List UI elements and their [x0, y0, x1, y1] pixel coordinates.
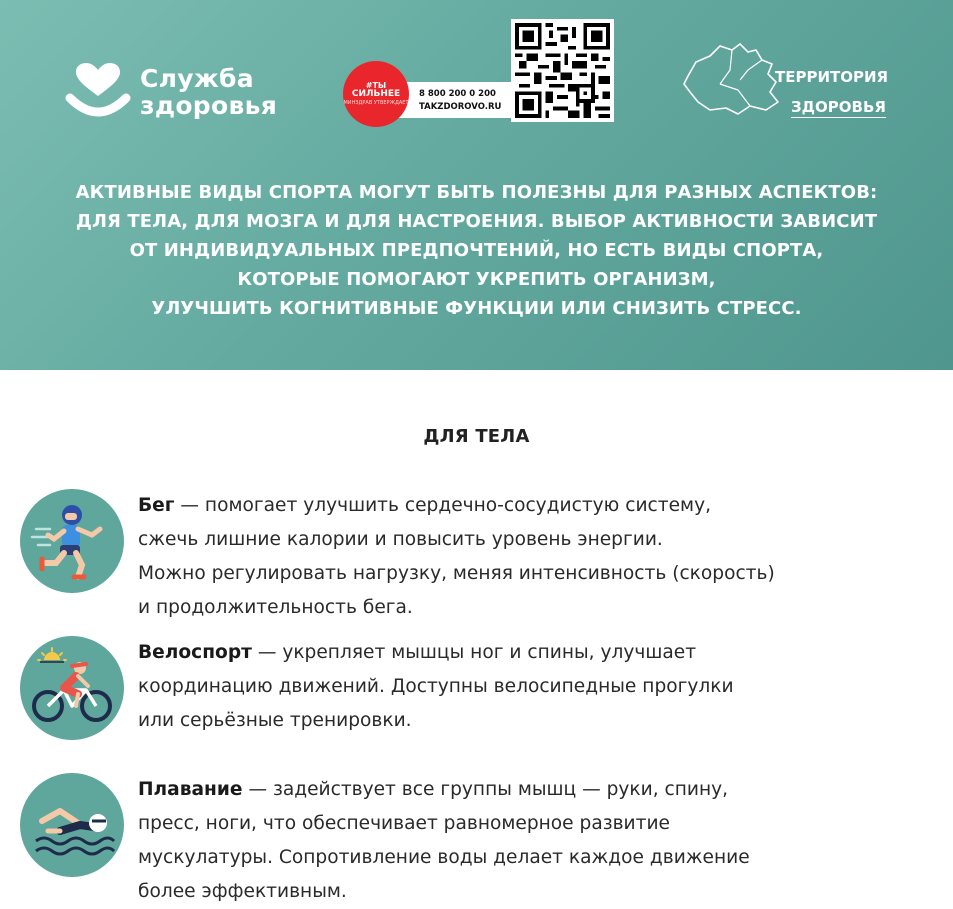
description-line [138, 773, 750, 807]
running-description [138, 489, 775, 625]
qr-code-icon [515, 23, 610, 118]
description-text: — укрепляет мышцы ног и спины, улучшает [251, 642, 697, 663]
swimming-icon-circle [20, 773, 124, 877]
promo-phone: 8 800 200 0 200 [419, 89, 496, 99]
description-line: более эффективным. [138, 881, 347, 902]
promo-block [343, 58, 517, 128]
swimmer-icon [20, 773, 124, 877]
promo-badge [343, 61, 409, 127]
territoriya-zdorovya-logo [680, 40, 890, 130]
header-banner [0, 0, 953, 370]
intro-line: УЛУЧШИТЬ КОГНИТИВНЫЕ ФУНКЦИИ ИЛИ СНИЗИТЬ СТРЕСС. [151, 298, 802, 319]
intro-line: ОТ ИНДИВИДУАЛЬНЫХ ПРЕДПОЧТЕНИЙ, НО ЕСТЬ ВИДЫ СПОРТА, [129, 240, 824, 261]
badge-line-1: #ТЫ [365, 80, 387, 90]
promo-site: TAKZDOROVO.RU [419, 102, 502, 112]
cycling-icon-circle [20, 636, 124, 740]
description-line: и продолжительность бега. [138, 597, 413, 618]
cycling-description [138, 636, 734, 738]
sport-title: Велоспорт [138, 642, 252, 663]
description-line: сжечь лишние калории и повысить уровень энергии. [138, 529, 663, 550]
logo-line-1: Служба [140, 64, 254, 93]
intro-text [20, 178, 933, 323]
description-line: или серьёзные тренировки. [138, 710, 412, 731]
sluzhba-zdorovya-logo [66, 60, 277, 124]
description-text: — помогает улучшить сердечно-сосудистую систему, [174, 495, 711, 516]
description-line: Можно регулировать нагрузку, меняя интенсивность (скорость) [138, 563, 775, 584]
badge-line-2: СИЛЬНЕЕ [351, 88, 401, 99]
heart-smile-icon [66, 60, 130, 124]
sport-title: Бег [138, 495, 175, 516]
logo-line-2: здоровья [140, 91, 278, 120]
running-icon-circle [20, 489, 124, 593]
territory-line-2: ЗДОРОВЬЯ [791, 98, 886, 116]
description-line: координацию движений. Доступны велосипедные прогулки [138, 676, 734, 697]
sport-title: Плавание [138, 779, 243, 800]
swimming-description [138, 773, 750, 909]
description-line [138, 636, 734, 670]
territory-line-1: ТЕРРИТОРИЯ [775, 68, 889, 86]
intro-line: АКТИВНЫЕ ВИДЫ СПОРТА МОГУТ БЫТЬ ПОЛЕЗНЫ ДЛЯ РАЗНЫХ АСПЕКТОВ: [75, 182, 878, 203]
intro-line: КОТОРЫЕ ПОМОГАЮТ УКРЕПИТЬ ОРГАНИЗМ, [237, 269, 716, 290]
description-line: мускулатуры. Сопротивление воды делает каждое движение [138, 847, 750, 868]
runner-icon [20, 489, 124, 593]
cyclist-icon [20, 636, 124, 740]
badge-line-3: МИНЗДРАВ УТВЕРЖДАЕТ [343, 99, 409, 106]
intro-line: ДЛЯ ТЕЛА, ДЛЯ МОЗГА И ДЛЯ НАСТРОЕНИЯ. ВЫБОР АКТИВНОСТИ ЗАВИСИТ [75, 211, 878, 232]
qr-code[interactable] [511, 19, 614, 122]
description-line [138, 489, 775, 523]
description-text: — задействует все группы мышц — руки, спину, [242, 779, 729, 800]
section-title: ДЛЯ ТЕЛА [423, 426, 530, 447]
description-line: пресс, ноги, что обеспечивает равномерное развитие [138, 813, 671, 834]
